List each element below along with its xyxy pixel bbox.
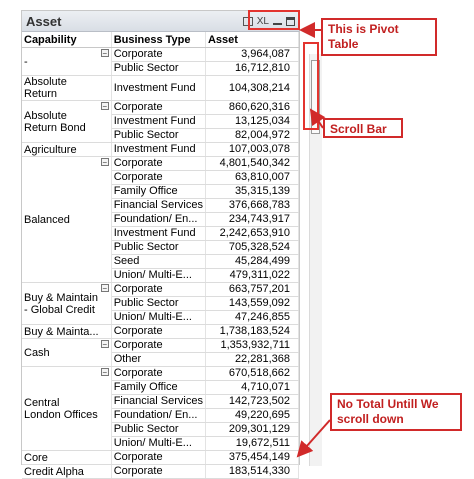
pivot-grid <box>22 32 299 479</box>
business-type-cell: Corporate <box>111 171 205 185</box>
capability-cell[interactable] <box>22 101 111 143</box>
asset-value-cell: 45,284,499 <box>205 255 298 269</box>
business-type-cell: Corporate <box>111 367 205 381</box>
table-row[interactable] <box>22 325 299 339</box>
annotation-scroll-bar: Scroll Bar <box>323 118 403 138</box>
business-type-cell: Corporate <box>111 325 205 339</box>
pivot-title: Asset <box>26 13 62 29</box>
asset-value-cell: 860,620,316 <box>205 101 298 115</box>
pivot-table-window <box>21 10 300 478</box>
collapse-icon[interactable]: − <box>102 340 108 349</box>
asset-value-cell: 2,242,653,910 <box>205 227 298 241</box>
capability-label: Core <box>24 451 48 464</box>
asset-value-cell: 4,710,071 <box>205 381 298 395</box>
business-type-cell: Other <box>111 353 205 367</box>
collapse-icon[interactable]: − <box>102 158 108 167</box>
business-type-cell: Investment Fund <box>111 143 205 157</box>
asset-value-cell: 13,125,034 <box>205 115 298 129</box>
table-row[interactable] <box>22 157 299 171</box>
business-type-cell: Corporate <box>111 451 205 465</box>
column-header-business-type[interactable]: Business Type <box>111 32 205 48</box>
business-type-cell: Union/ Multi-E... <box>111 269 205 283</box>
capability-cell[interactable] <box>22 157 111 283</box>
business-type-cell: Corporate <box>111 48 205 62</box>
table-row[interactable] <box>22 76 299 101</box>
business-type-cell: Foundation/ En... <box>111 213 205 227</box>
capability-label: Buy & Maintain - Global Credit <box>24 291 98 316</box>
capability-label: Balanced <box>24 213 70 226</box>
business-type-cell: Union/ Multi-E... <box>111 437 205 451</box>
asset-value-cell: 209,301,129 <box>205 423 298 437</box>
asset-value-cell: 4,801,540,342 <box>205 157 298 171</box>
business-type-cell: Financial Services <box>111 199 205 213</box>
business-type-cell: Public Sector <box>111 241 205 255</box>
asset-value-cell: 47,246,855 <box>205 311 298 325</box>
annotation-no-total: No Total Untill We scroll down <box>330 393 462 431</box>
table-row[interactable] <box>22 101 299 115</box>
capability-label: Absolute Return <box>24 76 67 100</box>
capability-label: Buy & Mainta... <box>24 325 99 338</box>
asset-value-cell: 1,353,932,711 <box>205 339 298 353</box>
business-type-cell: Family Office <box>111 185 205 199</box>
business-type-cell: Financial Services <box>111 395 205 409</box>
asset-value-cell: 670,518,662 <box>205 367 298 381</box>
capability-cell[interactable] <box>22 465 111 479</box>
capability-label: Cash <box>24 346 50 359</box>
asset-value-cell: 375,454,149 <box>205 451 298 465</box>
capability-label: Central London Offices <box>24 396 98 421</box>
asset-value-cell: 19,672,511 <box>205 437 298 451</box>
capability-label: - <box>24 55 28 68</box>
pivot-table-highlight <box>248 10 300 30</box>
table-row[interactable] <box>22 283 299 297</box>
table-row[interactable] <box>22 339 299 353</box>
business-type-cell: Investment Fund <box>111 115 205 129</box>
capability-cell[interactable] <box>22 451 111 465</box>
business-type-cell: Public Sector <box>111 129 205 143</box>
asset-value-cell: 234,743,917 <box>205 213 298 227</box>
table-row[interactable] <box>22 451 299 465</box>
asset-value-cell: 3,964,087 <box>205 48 298 62</box>
capability-cell[interactable] <box>22 367 111 451</box>
asset-value-cell: 183,514,330 <box>205 465 298 479</box>
table-row[interactable] <box>22 143 299 157</box>
asset-value-cell: 49,220,695 <box>205 409 298 423</box>
asset-value-cell: 663,757,201 <box>205 283 298 297</box>
header-row <box>22 32 299 48</box>
business-type-cell: Public Sector <box>111 423 205 437</box>
capability-cell[interactable] <box>22 283 111 325</box>
asset-value-cell: 63,810,007 <box>205 171 298 185</box>
business-type-cell: Corporate <box>111 339 205 353</box>
asset-value-cell: 1,738,183,524 <box>205 325 298 339</box>
table-row[interactable] <box>22 465 299 479</box>
business-type-cell: Investment Fund <box>111 227 205 241</box>
capability-cell[interactable] <box>22 339 111 367</box>
business-type-cell: Public Sector <box>111 62 205 76</box>
asset-value-cell: 22,281,368 <box>205 353 298 367</box>
business-type-cell: Corporate <box>111 157 205 171</box>
collapse-icon[interactable]: − <box>102 49 108 58</box>
capability-cell[interactable] <box>22 143 111 157</box>
business-type-cell: Family Office <box>111 381 205 395</box>
capability-cell[interactable] <box>22 48 111 76</box>
business-type-cell: Public Sector <box>111 297 205 311</box>
asset-value-cell: 479,311,022 <box>205 269 298 283</box>
asset-value-cell: 16,712,810 <box>205 62 298 76</box>
table-row[interactable] <box>22 48 299 62</box>
business-type-cell: Corporate <box>111 283 205 297</box>
collapse-icon[interactable]: − <box>102 368 108 377</box>
column-header-asset[interactable]: Asset <box>205 32 298 48</box>
capability-cell[interactable] <box>22 76 111 101</box>
asset-value-cell: 143,559,092 <box>205 297 298 311</box>
asset-value-cell: 104,308,214 <box>205 76 298 101</box>
table-row[interactable] <box>22 367 299 381</box>
capability-label: Absolute Return Bond <box>24 109 86 134</box>
capability-label: Credit Alpha <box>24 465 84 478</box>
business-type-cell: Corporate <box>111 465 205 479</box>
capability-label: Agriculture <box>24 143 77 156</box>
capability-cell[interactable] <box>22 325 111 339</box>
asset-value-cell: 376,668,783 <box>205 199 298 213</box>
collapse-icon[interactable]: − <box>102 102 108 111</box>
asset-value-cell: 82,004,972 <box>205 129 298 143</box>
business-type-cell: Corporate <box>111 101 205 115</box>
collapse-icon[interactable]: − <box>102 284 108 293</box>
business-type-cell: Seed <box>111 255 205 269</box>
asset-value-cell: 107,003,078 <box>205 143 298 157</box>
annotation-pivot-table: This is Pivot Table <box>321 18 437 56</box>
column-header-capability[interactable]: Capability <box>22 32 111 48</box>
business-type-cell: Investment Fund <box>111 76 205 101</box>
scroll-bar-highlight <box>303 42 319 130</box>
asset-value-cell: 142,723,502 <box>205 395 298 409</box>
business-type-cell: Union/ Multi-E... <box>111 311 205 325</box>
business-type-cell: Foundation/ En... <box>111 409 205 423</box>
asset-value-cell: 35,315,139 <box>205 185 298 199</box>
xl-export-icon[interactable]: XL <box>256 15 269 27</box>
asset-value-cell: 705,328,524 <box>205 241 298 255</box>
